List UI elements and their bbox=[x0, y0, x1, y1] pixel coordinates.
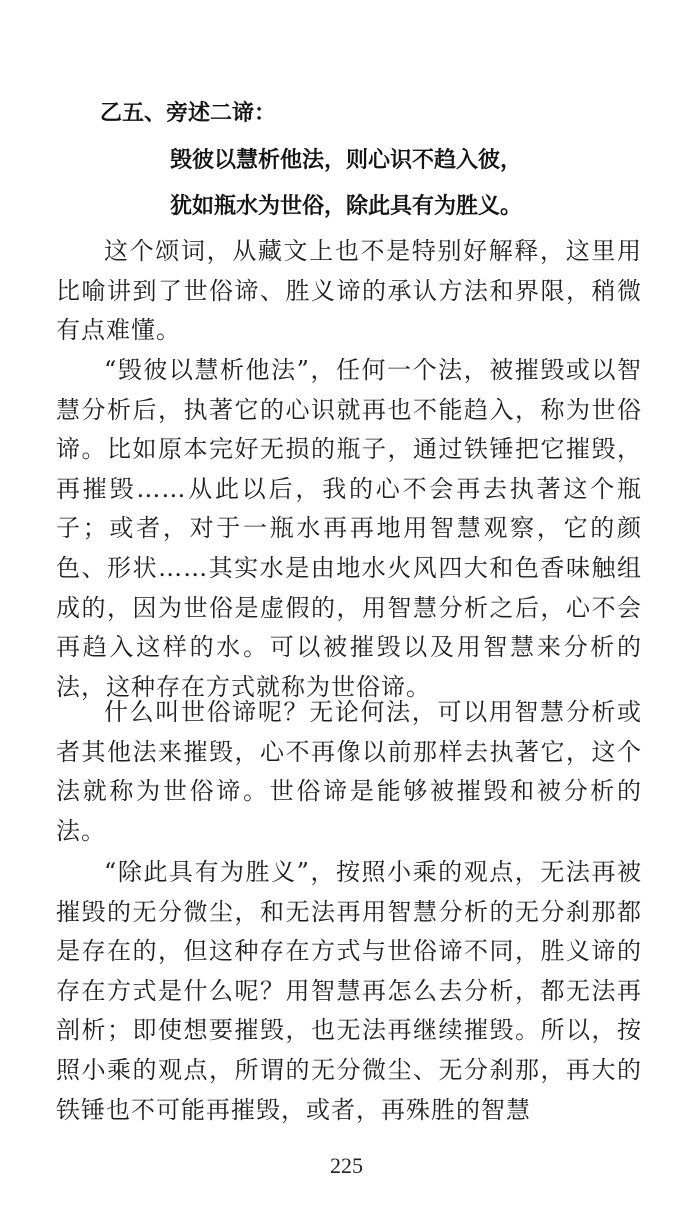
paragraph-3: 什么叫世俗谛呢？无论何法，可以用智慧分析或者其他法来摧毁，心不再像以前那样去执著它，这个法就称为世俗谛。世俗谛是能够被摧毁和被分析的法。 bbox=[56, 698, 642, 845]
page-number: 225 bbox=[330, 1153, 363, 1178]
paragraph-1: 这个颂词，从藏文上也不是特别好解释，这里用比喻讲到了世俗谛、胜义谛的承认方法和界限，稍微有点难懂。 bbox=[56, 237, 642, 345]
verse-line-2: 犹如瓶水为世俗，除此具有为胜义。 bbox=[170, 194, 523, 219]
verse-line-1: 毁彼以慧析他法，则心识不趋入彼， bbox=[170, 148, 523, 173]
section-heading: 乙五、旁述二谛： bbox=[100, 101, 277, 126]
paragraph-4: “除此具有为胜义”，按照小乘的观点，无法再被摧毁的无分微尘，和无法再用智慧分析的无分刹那都是存在的，但这种存在方式与世俗谛不同，胜义谛的存在方式是什么呢？用智慧再怎么去分析，都无法再剖析；即使想要摧毁，也无法再继续摧毁。所以，按照小乘的观点，所谓的无分微尘、无分刹那，再大的铁锤也不可能再摧毁，或者，再殊胜的智慧 bbox=[56, 858, 642, 1124]
paragraph-2: “毁彼以慧析他法”，任何一个法，被摧毁或以智慧分析后，执著它的心识就再也不能趋入，称为世俗谛。比如原本完好无损的瓶子，通过铁锤把它摧毁，再摧毁……从此以后，我的心不会再去执著这个瓶子；或者，对于一瓶水再再地用智慧观察，它的颜色、形状……其实水是由地水火风四大和色香味触组成的，因为世俗是虚假的，用智慧分析之后，心不会再趋入这样的水。可以被摧毁以及用智慧来分析的法，这种存在方式就称为世俗谛。 bbox=[56, 356, 642, 701]
